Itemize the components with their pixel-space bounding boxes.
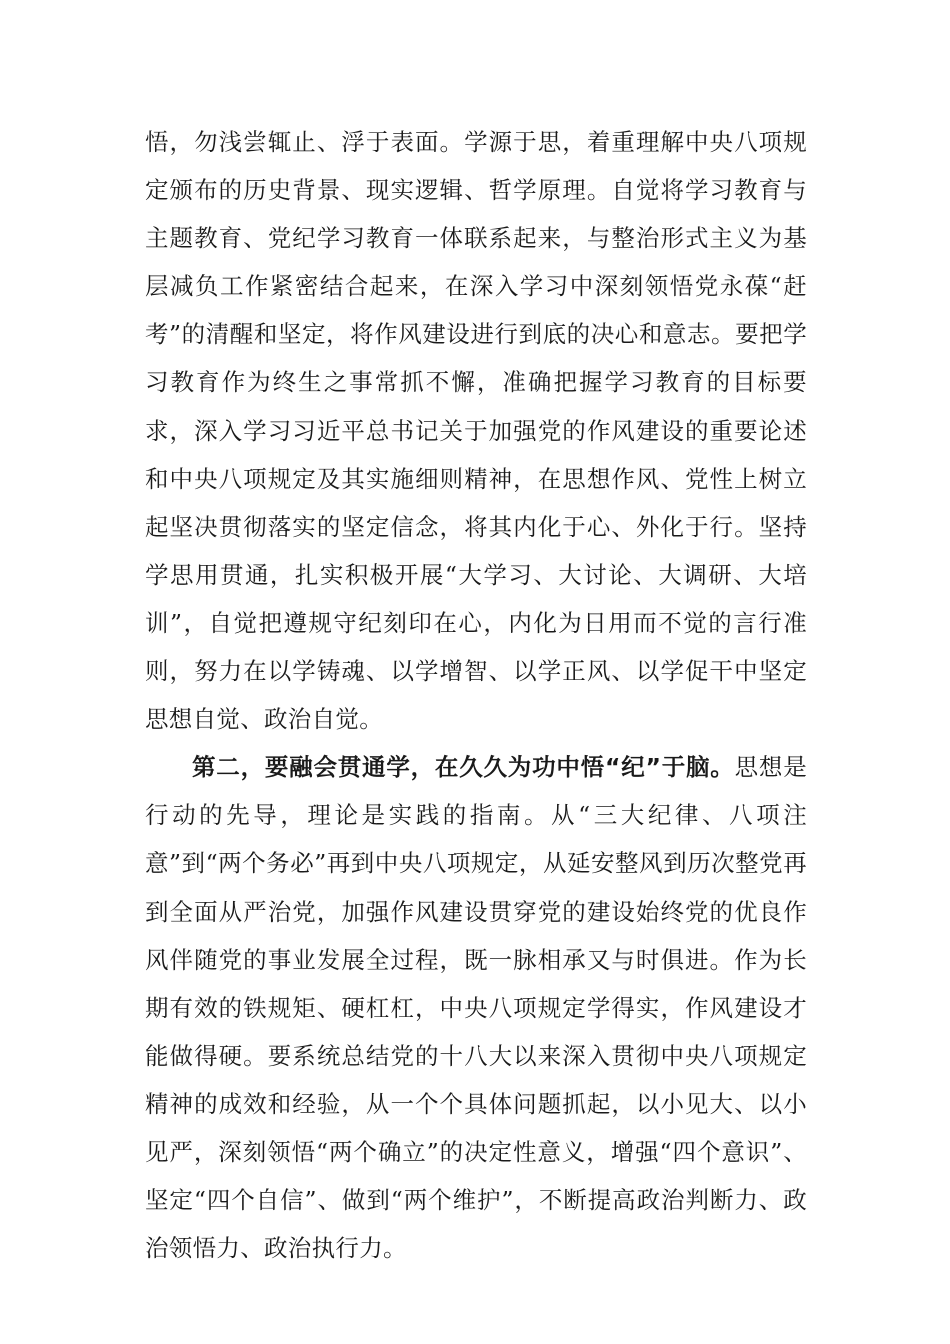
paragraph-second-point bbox=[145, 743, 807, 1272]
paragraph-body: 悟，勿浅尝辄止、浮于表面。学源于思，着重理解中央八项规定颁布的历史背景、现实逻辑、哲学原理。自觉将学习教育与主题教育、党纪学习教育一体联系起来，与整治形式主义为基层减负工作紧密结合起来，在深入学习中深刻领悟党永葆“赶考”的清醒和坚定，将作风建设进行到底的决心和意志。要把学习教育作为终生之事常抓不懈，准确把握学习教育的目标要求，深入学习习近平总书记关于加强党的作风建设的重要论述和中央八项规定及其实施细则精神，在思想作风、党性上树立起坚决贯彻落实的坚定信念，将其内化于心、外化于行。坚持学思用贯通，扎实积极开展“大学习、大讨论、大调研、大培训”，自觉把遵规守纪刻印在心，内化为日用而不觉的言行准则，努力在以学铸魂、以学增智、以学正风、以学促干中坚定思想自觉、政治自觉。 bbox=[145, 128, 807, 734]
document-body bbox=[145, 118, 807, 1272]
paragraph-lead-heading: 第二，要融会贯通学，在久久为功中悟“纪”于脑。 bbox=[192, 753, 735, 782]
paragraph-continued bbox=[145, 118, 807, 743]
paragraph-body: 思想是行动的先导，理论是实践的指南。从“三大纪律、八项注意”到“两个务必”再到中央八项规定，从延安整风到历次整党再到全面从严治党，加强作风建设贯穿党的建设始终党的优良作风伴随党的事业发展全过程，既一脉相承又与时俱进。作为长期有效的铁规矩、硬杠杠，中央八项规定学得实，作风建设才能做得硬。要系统总结党的十八大以来深入贯彻中央八项规定精神的成效和经验，从一个个具体问题抓起，以小见大、以小见严，深刻领悟“两个确立”的决定性意义，增强“四个意识”、坚定“四个自信”、做到“两个维护”，不断提高政治判断力、政治领悟力、政治执行力。 bbox=[145, 753, 807, 1263]
